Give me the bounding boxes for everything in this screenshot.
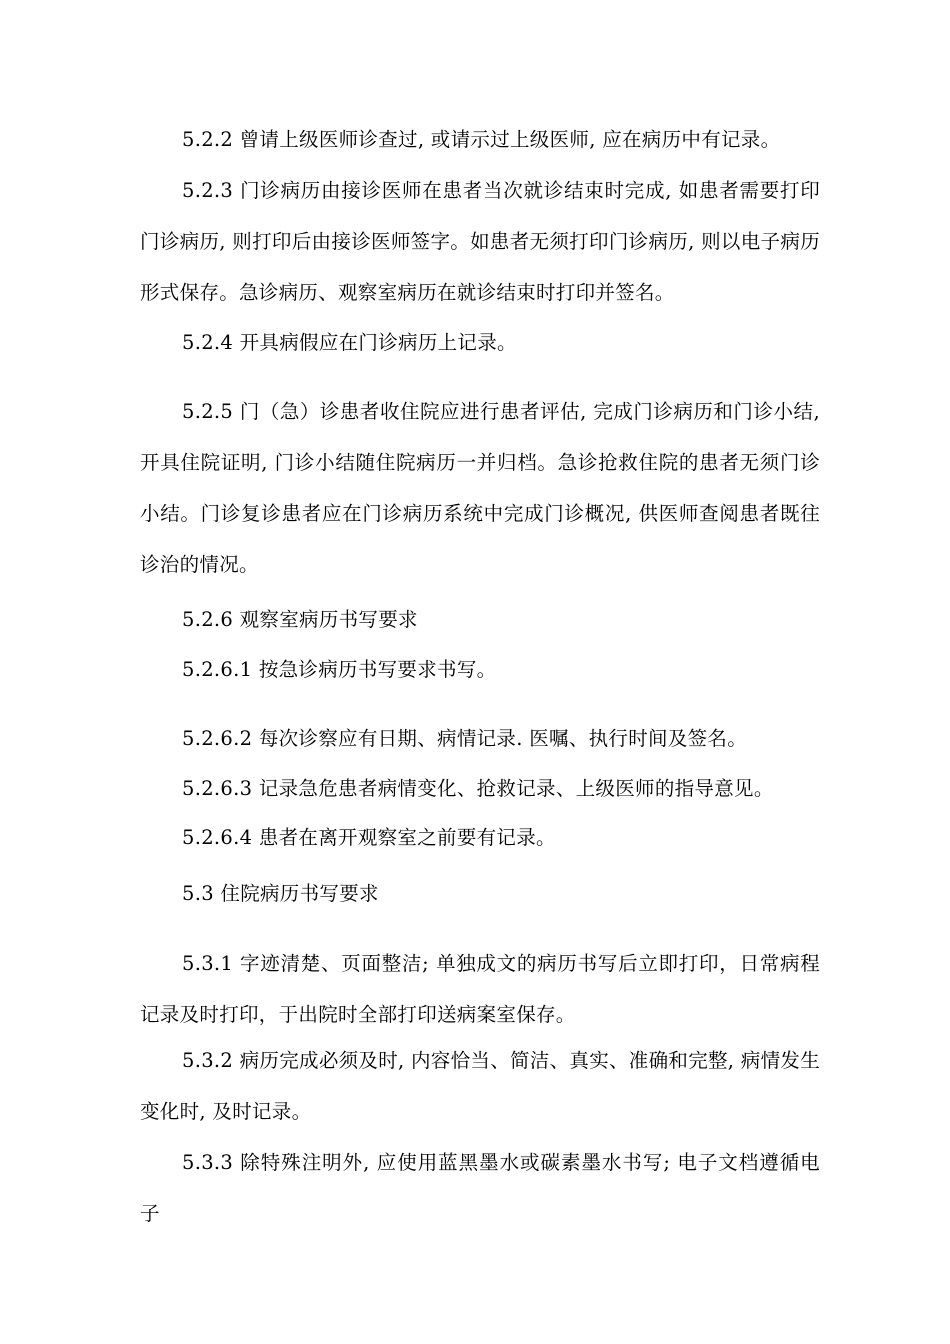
paragraph-5-2-2: 5.2.2 曾请上级医师诊查过, 或请示过上级医师, 应在病历中有记录。 <box>182 128 781 151</box>
paragraph-5-2-4: 5.2.4 开具病假应在门诊病历上记录。 <box>182 331 517 354</box>
paragraph-5-3-1: 5.3.1 字迹清楚、页面整洁; 单独成文的病历书写后立即打印，日常病程记录及时打印，于出院时全部打印送病案室保存。 <box>140 952 820 1026</box>
paragraph-5-2-6-3: 5.2.6.3 记录急危患者病情变化、抢救记录、上级医师的指导意见。 <box>182 777 774 800</box>
paragraph-5-3-3: 5.3.3 除特殊注明外, 应使用蓝黑墨水或碳素墨水书写; 电子文档遵循电子 <box>140 1151 820 1225</box>
paragraph-5-2-6-1: 5.2.6.1 按急诊病历书写要求书写。 <box>182 658 497 681</box>
paragraph-5-2-6-2: 5.2.6.2 每次诊察应有日期、病情记录. 医嘱、执行时间及签名。 <box>182 727 748 750</box>
paragraph-5-2-3: 5.2.3 门诊病历由接诊医师在患者当次就诊结束时完成, 如患者需要打印门诊病历, 则打印后由接诊医师签字。如患者无须打印门诊病历, 则以电子病历形式保存。急诊病历、观察室病历在就诊结束时打印并签名。 <box>140 179 820 304</box>
paragraph-5-3: 5.3 住院病历书写要求 <box>182 882 379 905</box>
paragraph-5-3-2: 5.3.2 病历完成必须及时, 内容恰当、简洁、真实、准确和完整, 病情发生变化时, 及时记录。 <box>140 1049 821 1123</box>
paragraph-5-2-6: 5.2.6 观察室病历书写要求 <box>182 608 418 631</box>
paragraph-5-2-6-4: 5.2.6.4 患者在离开观察室之前要有记录。 <box>182 826 556 849</box>
paragraph-5-2-5: 5.2.5 门（急）诊患者收住院应进行患者评估, 完成门诊病历和门诊小结, 开具住院证明, 门诊小结随住院病历一并归档。急诊抢救住院的患者无须门诊小结。门诊复诊患者应在门诊病历系统中完成门诊概况, 供医师查阅患者既往诊治的情况。 <box>140 400 820 576</box>
